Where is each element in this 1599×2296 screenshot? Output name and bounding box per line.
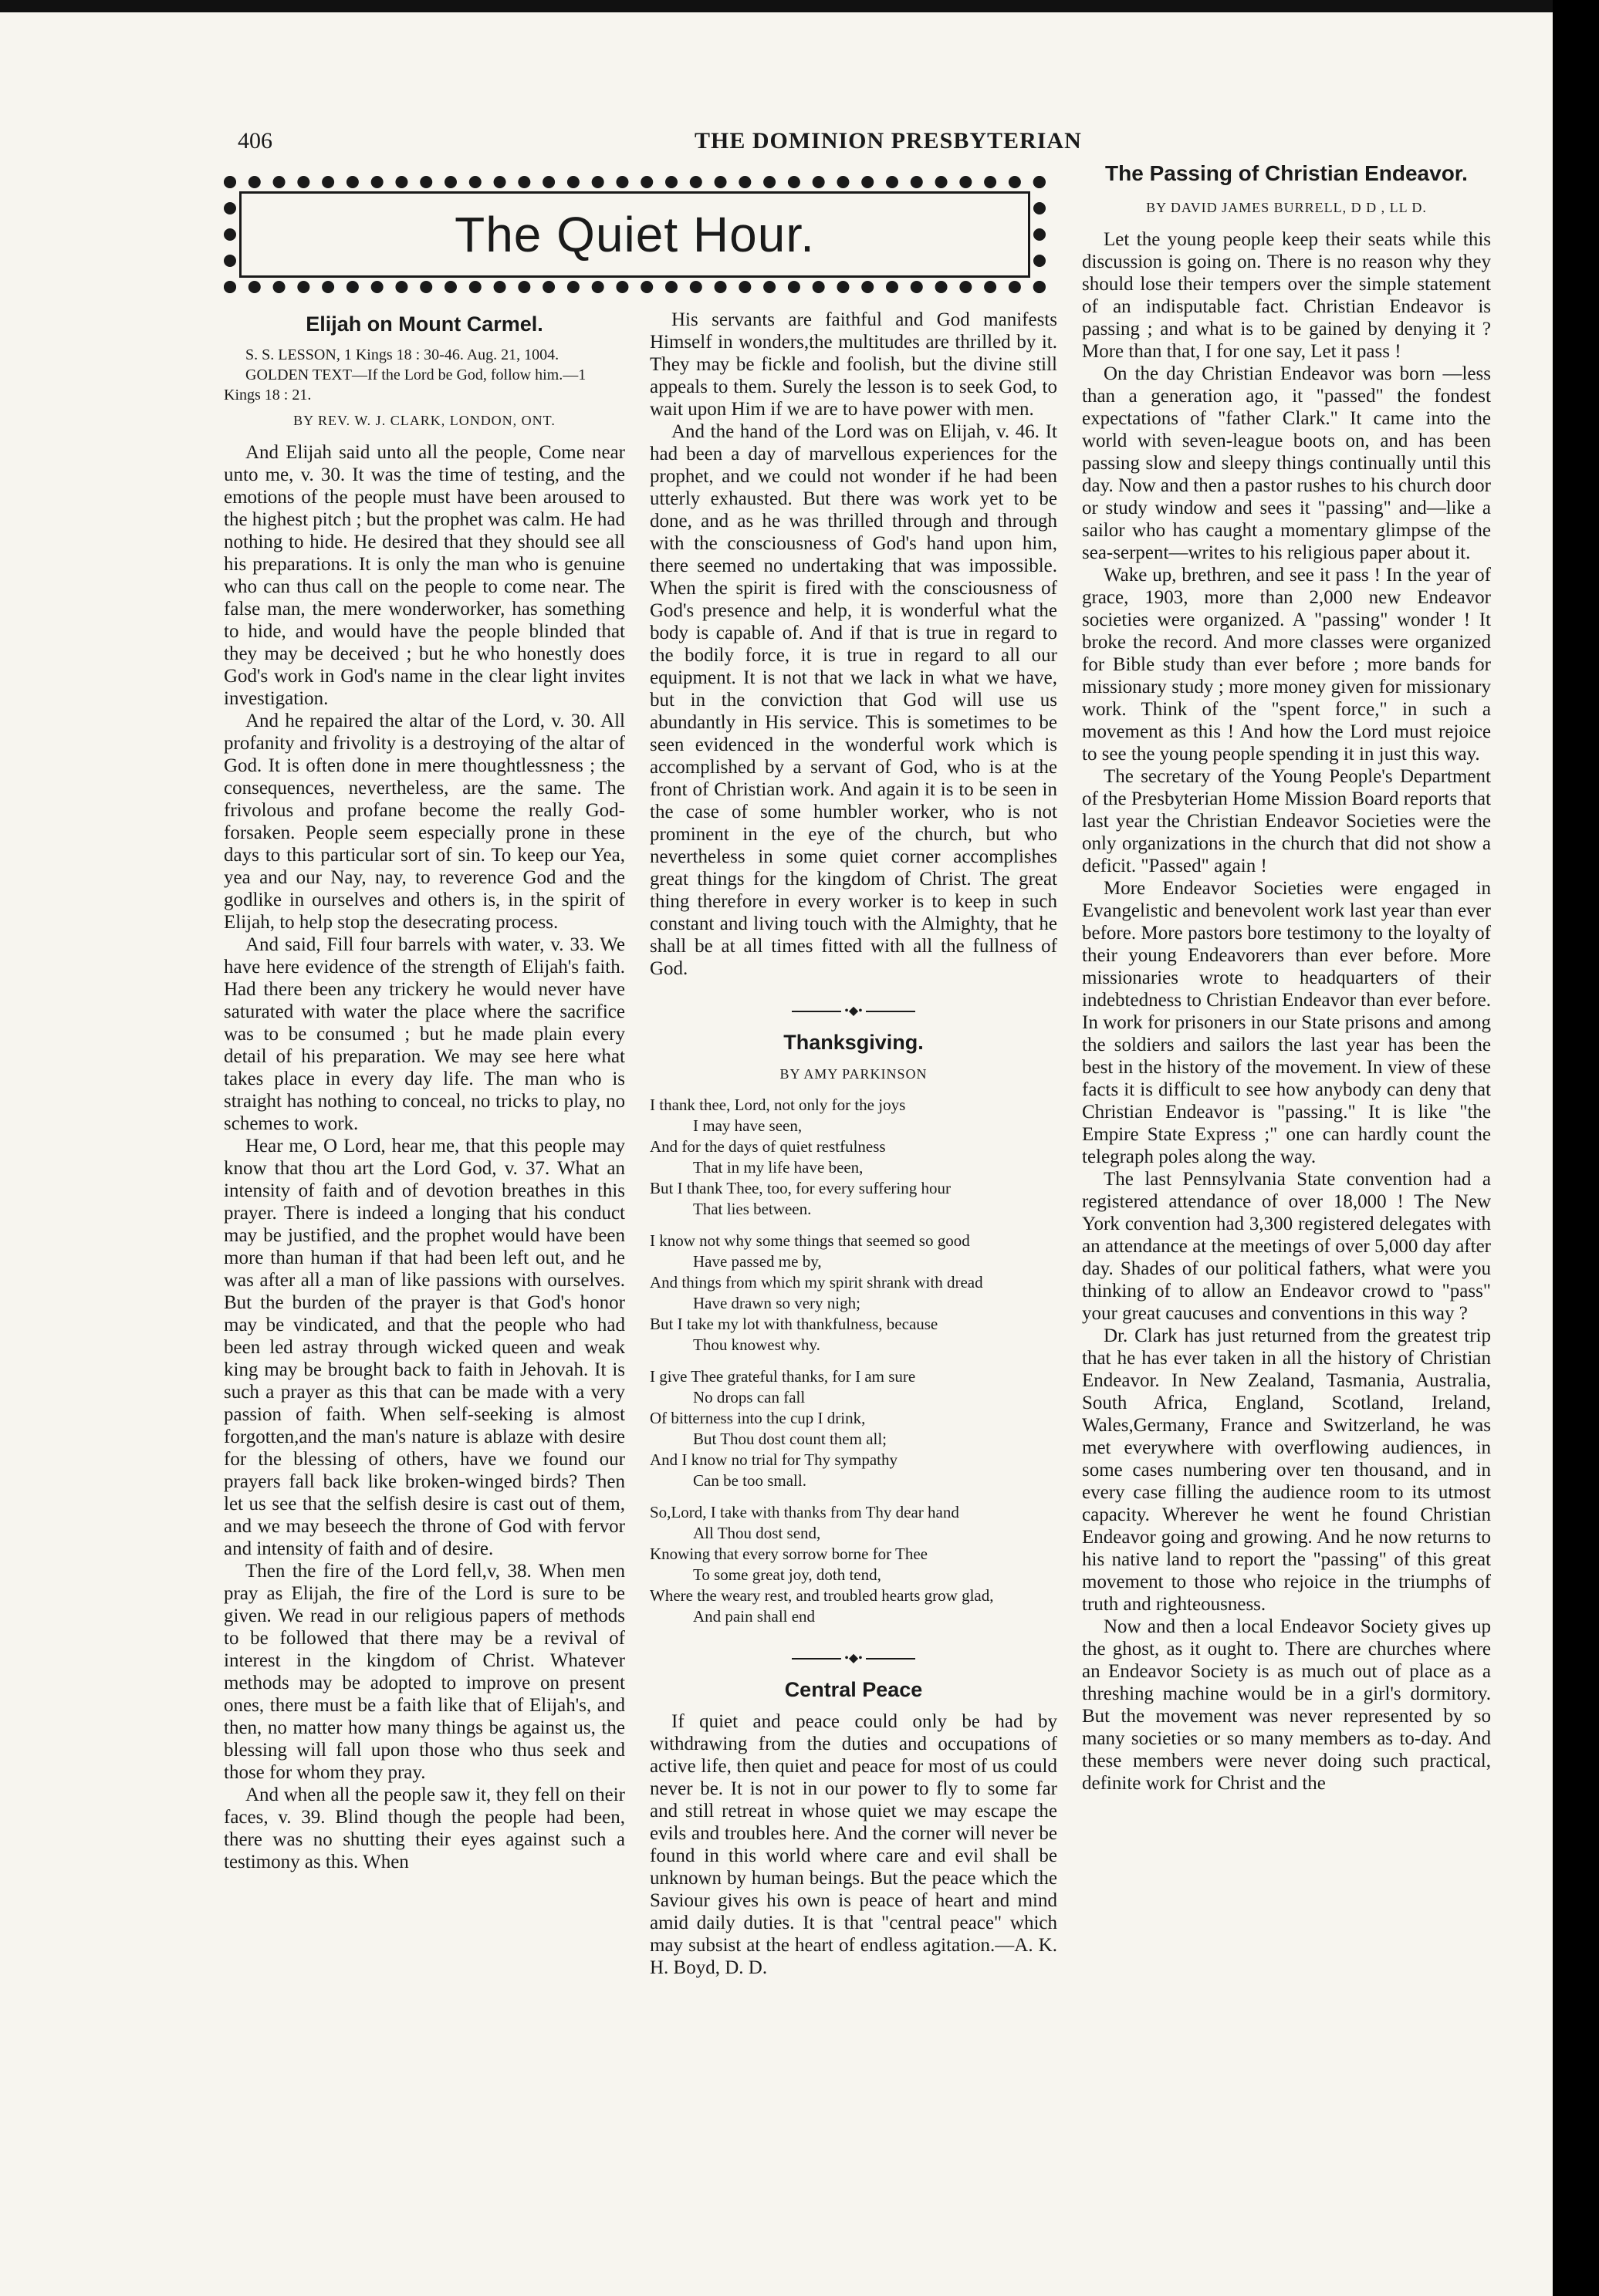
paragraph: And the hand of the Lord was on Elijah, v. 46. It had been a day of marvellous experiences for the prophet, and we could not wonder if he had been utterly exhausted. But there was work yet to be done, and as he was thrilled through and through with the consciousness of God's hand upon him, there seemed no undertaking that was impossible. When the spirit is fired with the consciousness of God's presence and help, it is wonderful what the body is capable of. And if that is true in regard to the bodily force, it is true in regard to all our equipment. It is not that we lack in what we have, but in the conviction that God will use us abundantly in His service. This is sometimes to be seen evidenced in the wonderful work which is accomplished by a servant of God, who is at the front of Christian work. And again it is to be seen in the case of some humbler worker, who is not prominent in the eye of the church, but who nevertheless in some quiet corner accomplishes great things for the kingdom of Christ. The great thing therefore in every worker is to keep in such constant and living touch with the Almighty, that he shall be at all times fitted with all the fullness of God. xyxy=(650,421,1057,979)
poem-line: But I thank Thee, too, for every suffering hour xyxy=(650,1179,951,1197)
paragraph: On the day Christian Endeavor was born —less than a generation ago, it "passed" the fondest expectations of "father Clark." It came into the world with seven-league boots on, and has been passing slow and sleepy things continually until this day. Now and then a pastor rushes to his church door or study window and sees it "passing" and—like a sailor who has caught a momentary glimpse of the sea-serpent—writes to his religious paper about it. xyxy=(1082,363,1491,563)
poem-line: That in my life have been, xyxy=(693,1158,864,1177)
poem-stanza xyxy=(650,1231,1057,1356)
poem-line: Have passed me by, xyxy=(693,1252,822,1271)
poem-line: All Thou dost send, xyxy=(693,1524,821,1542)
column-1 xyxy=(224,309,625,1873)
poem-line: Thou knowest why. xyxy=(693,1335,820,1354)
paragraph: And when all the people saw it, they fell on their faces, v. 39. Blind though the people had been, there was no shutting their eyes against such a testimony as this. When xyxy=(224,1784,625,1872)
running-head: THE DOMINION PRESBYTERIAN xyxy=(695,128,1082,154)
paragraph: And said, Fill four barrels with water, v. 33. We have here evidence of the strength of Elijah's faith. Had there been any trickery he would never have saturated with water the place where the sacrifice was to be consumed ; but he made plain every detail of his preparation. We may see here what takes place in every day life. The man who is straight has nothing to conceal, no tricks to play, no schemes to work. xyxy=(224,934,625,1134)
poem xyxy=(650,1095,1057,1627)
paragraph: And he repaired the altar of the Lord, v. 30. All profanity and frivolity is a destroying of the altar of God. It is often done in mere thoughtlessness ; the consequences, nevertheless, are the same. The frivolous and profane become the really God-forsaken. People seem especially prone in these days to this particular sort of sin. To keep our Yea, yea and our Nay, nay, to reverence God and the godlike in ourselves and others is, in the spirit of Elijah, to help stop the desecrating process. xyxy=(224,711,625,933)
poem-line: And I know no trial for Thy sympathy xyxy=(650,1450,898,1469)
scan-right-edge xyxy=(1553,0,1599,2296)
poem-stanza xyxy=(650,1502,1057,1627)
paragraph: Then the fire of the Lord fell,v, 38. When men pray as Elijah, the fire of the Lord is sure to be given. We read in our religious papers of methods to be followed that there may be a revival of interest in the kingdom of Christ. Whatever methods may be adopted to improve on present ones, there must be a faith like that of Elijah's, and then, no matter how many things be against us, the blessing will fall upon those who thus seek and those for whom they pray. xyxy=(224,1561,625,1783)
poem-line: And for the days of quiet restfulness xyxy=(650,1137,886,1156)
poem-line: To some great joy, doth tend, xyxy=(693,1565,881,1584)
article-title-central-peace: Central Peace xyxy=(784,1678,923,1701)
poem-line: No drops can fall xyxy=(693,1388,806,1406)
poem-line: But I take my lot with thankfulness, because xyxy=(650,1315,938,1333)
section-title: The Quiet Hour. xyxy=(455,207,815,262)
article-title-christian-endeavor: The Passing of Christian Endeavor. xyxy=(1105,161,1468,185)
poem-stanza xyxy=(650,1366,1057,1491)
lesson-reference: S. S. LESSON, 1 Kings 18 : 30-46. Aug. 21, 1004. xyxy=(245,346,559,363)
page-number: 406 xyxy=(238,128,272,154)
poem-line: Where the weary rest, and troubled hearts grow glad, xyxy=(650,1586,994,1605)
byline-clark: BY REV. W. J. CLARK, LONDON, ONT. xyxy=(293,413,556,428)
column-3 xyxy=(1082,162,1491,1795)
poem-stanza xyxy=(650,1095,1057,1220)
poem-line: I thank thee, Lord, not only for the joys xyxy=(650,1096,906,1114)
paragraph: The secretary of the Young People's Department of the Presbyterian Home Mission Board reports that last year the Christian Endeavor Societies were the only organizations in the church that did not show a deficit. "Passed" again ! xyxy=(1082,766,1491,876)
byline-burrell: BY DAVID JAMES BURRELL, D D , LL D. xyxy=(1146,200,1427,215)
poem-line: I give Thee grateful thanks, for I am sure xyxy=(650,1367,916,1386)
article-title-elijah: Elijah on Mount Carmel. xyxy=(306,312,543,336)
scan-top-edge xyxy=(0,0,1599,12)
paragraph: Let the young people keep their seats while this discussion is going on. There is no reason why they should lose their tempers over the simple statement of an indisputable fact. Christian Endeavor is passing ; and what is to be gained by denying it ? More than that, I for one say, Let it pass ! xyxy=(1082,229,1491,362)
paragraph: More Endeavor Societies were engaged in Evangelistic and benevolent work last year than ever before. More pastors bore testimony to the loyalty of their young Endeavorers than ever before. More missionaries wrote to headquarters of their indebtedness to Christian Endeavor than ever before. In work for prisoners in our State prisons and among the soldiers and sailors the last year has been the best in the history of the movement. In view of these facts it is difficult to see how anybody can deny that Christian Endeavor is "passing." It is like "the Empire State Express ;" one can hardly count the telegraph poles along the way. xyxy=(1082,878,1491,1167)
paragraph: His servants are faithful and God manifests Himself in wonders,the multitudes are thrilled by it. They may be fickle and foolish, but the divine still appeals to them. Surely the lesson is to seek God, to wait upon Him if we are to have power with men. xyxy=(650,309,1057,420)
paragraph: The last Pennsylvania State convention had a registered attendance of over 18,000 ! The New York convention had 3,300 registered delegates with an attendance at the meetings of over 5,000 day after day. Shades of our political fathers, what were you thinking of to allow an Endeavor crowd to "pass" your great caucuses and conventions in this way ? xyxy=(1082,1169,1491,1324)
poem-line: So,Lord, I take with thanks from Thy dear hand xyxy=(650,1503,959,1521)
poem-line: And things from which my spirit shrank with dread xyxy=(650,1273,983,1292)
poem-line: I know not why some things that seemed so good xyxy=(650,1231,970,1250)
poem-line: And pain shall end xyxy=(693,1607,816,1626)
paragraph: Now and then a local Endeavor Society gives up the ghost, as it ought to. There are churches where an Endeavor Society is as much out of place as a threshing machine would be in a girl's dormitory. But the movement was never represented by so many societies or so many members as to-day. And these members were never doing such practical, definite work for Christ and the xyxy=(1082,1616,1491,1794)
poem-line: Knowing that every sorrow borne for Thee xyxy=(650,1545,928,1563)
poem-line: Of bitterness into the cup I drink, xyxy=(650,1409,866,1427)
section-divider: •◆• xyxy=(650,1000,1057,1022)
paragraph: If quiet and peace could only be had by withdrawing from the duties and occupations of active life, then quiet and peace for most of us could never be. It is not in our power to fly to some far and still retreat in whose quiet we may escape the evils and troubles here. And the corner will never be found in this world where care and evil shall be unknown by human beings. But the peace which the Saviour gives his own is peace of heart and mind amid daily duties. It is that "central peace" which may subsist at the heart of endless agitation.—A. K. H. Boyd, D. D. xyxy=(650,1711,1057,1978)
quiet-hour-banner-inner xyxy=(239,191,1030,278)
paragraph: And Elijah said unto all the people, Come near unto me, v. 30. It was the time of testing, and the emotions of the people must have been aroused to the highest pitch ; but the prophet was calm. He had nothing to hide. He desired that they should see all his preparations. It is only the man who is genuine who can thus call on the people to come near. The false man, the mere wonderworker, has something to hide, and would have the people blinded that they may be deceived ; but he who honestly does God's work in God's name in the clear light invites investigation. xyxy=(224,442,626,709)
poem-line: I may have seen, xyxy=(693,1116,803,1135)
poem-line: That lies between. xyxy=(693,1200,812,1218)
poem-line: Can be too small. xyxy=(693,1471,806,1490)
paragraph: Wake up, brethren, and see it pass ! In the year of grace, 1903, more than 2,000 new Endeavor societies were organized. A "passing" wonder ! It broke the record. And more classes were organized for Bible study than ever before ; more bands for missionary study ; more money given for missionary work. Think of the "spent force," in such a movement as this ! And how the Lord must rejoice to see the young people spending it in just this way. xyxy=(1082,565,1491,765)
quiet-hour-banner xyxy=(224,176,1046,293)
poem-line: Have drawn so very nigh; xyxy=(693,1294,860,1312)
paragraph: Dr. Clark has just returned from the greatest trip that he has ever taken in all the history of Christian Endeavor. In New Zealand, Tasmania, Australia, South Africa, England, Scotland, Ireland, Wales,Germany, France and Switzerland, he was met everywhere with overflowing audiences, in some cases numbering over ten thousand, and in every case filling the audience room to its utmost capacity. Wherever he went he found Christian Endeavor going and growing. And he now returns to his native land to report the "passing" of this great movement to those who rejoice in the triumphs of truth and righteousness. xyxy=(1082,1325,1491,1615)
column-2 xyxy=(650,309,1057,1979)
paragraph: Hear me, O Lord, hear me, that this people may know that thou art the Lord God, v. 37. What an intensity of faith and of devotion breathes in this prayer. There is indeed a longing that his conduct may be justified, and the prophet would have been more than human if that had been left out, and he was after all a man of like passions with ourselves. But the burden of the prayer is that God's honor may be vindicated, and that the people who had been led astray through wicked queen and weak king may be brought back to faith in Jehovah. It is such a prayer as this that can be made with a very passion of faith. When self-seeking is almost forgotten,and the man's nature is ablaze with desire for the blessing of others, have we found our prayers fall back like broken-winged birds? Then let us see that the selfish desire is cast out of them, and we may beseech the throne of God with fervor and intensity of faith and of desire. xyxy=(224,1136,625,1559)
poem-line: But Thou dost count them all; xyxy=(693,1430,887,1448)
section-divider: •◆• xyxy=(650,1647,1057,1670)
poem-title: Thanksgiving. xyxy=(783,1031,924,1054)
poem-byline: BY AMY PARKINSON xyxy=(779,1066,928,1082)
golden-text: GOLDEN TEXT—If the Lord be God, follow him.—1 Kings 18 : 21. xyxy=(224,366,587,403)
